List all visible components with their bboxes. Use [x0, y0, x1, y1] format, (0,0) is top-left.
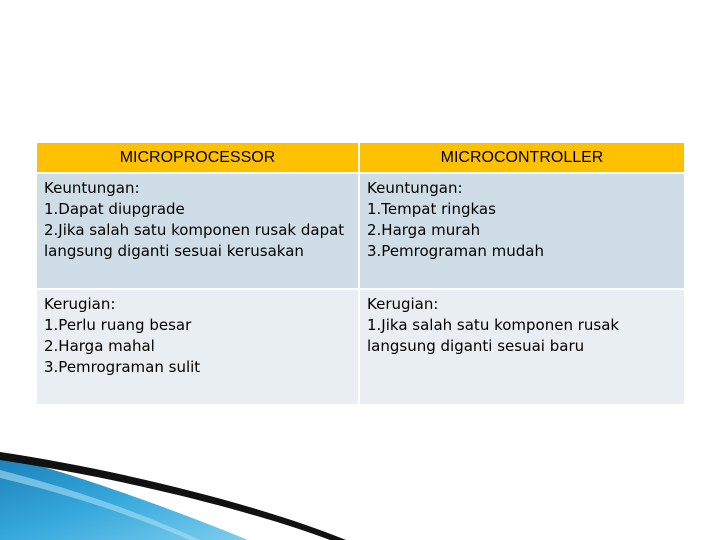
header-microcontroller: MICROCONTROLLER [359, 143, 684, 173]
blue-wedge-shape [0, 455, 248, 540]
microprocessor-advantages-cell: Keuntungan: 1.Dapat diupgrade 2.Jika salah satu komponen rusak dapat langsung diganti sesuai kerusakan [37, 173, 359, 289]
light-streak-shape [0, 470, 200, 540]
microcontroller-disadvantages-cell: Kerugian: 1.Jika salah satu komponen rusak langsung diganti sesuai baru [359, 289, 684, 404]
comparison-table [37, 143, 684, 404]
black-swoosh-shape [0, 452, 346, 540]
header-microprocessor: MICROPROCESSOR [37, 143, 359, 173]
table-row-disadvantages [37, 289, 684, 404]
microcontroller-advantages-cell: Keuntungan: 1.Tempat ringkas 2.Harga murah 3.Pemrograman mudah [359, 173, 684, 289]
microprocessor-disadvantages-cell: Kerugian: 1.Perlu ruang besar 2.Harga mahal 3.Pemrograman sulit [37, 289, 359, 404]
table-header-row [37, 143, 684, 173]
table-row-advantages [37, 173, 684, 289]
